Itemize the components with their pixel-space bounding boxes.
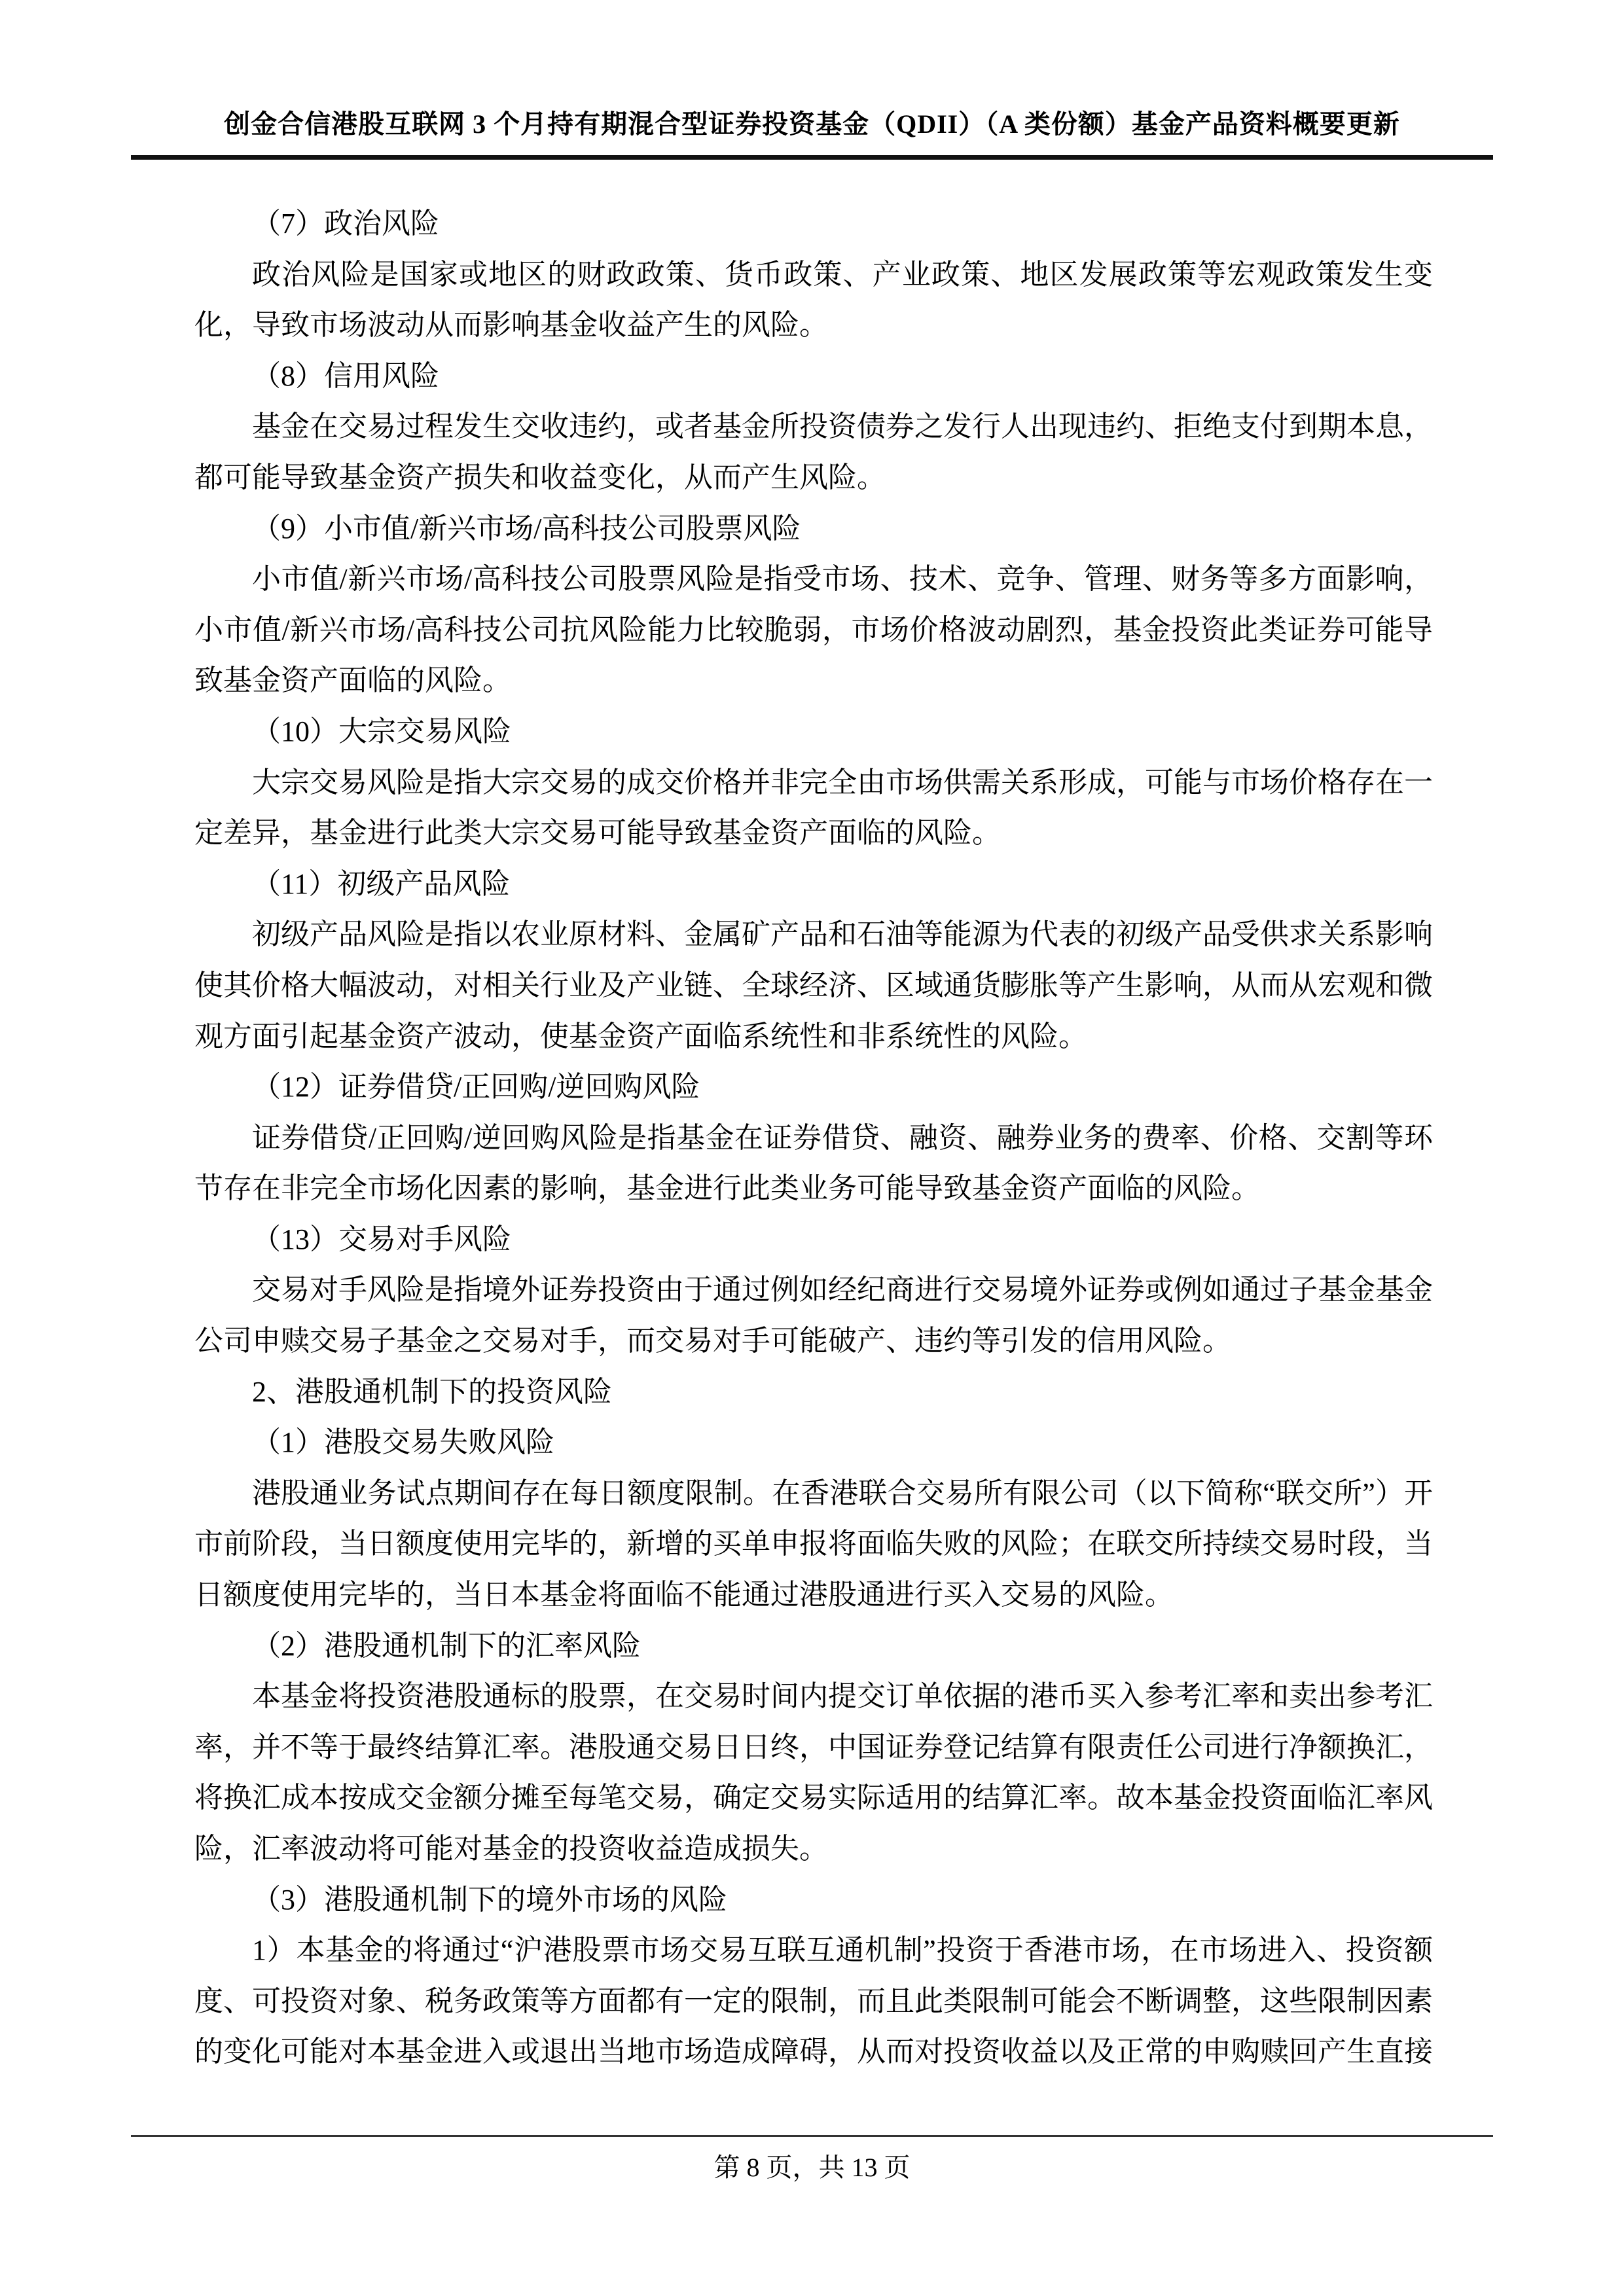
- risk-heading: （11）初级产品风险: [252, 867, 511, 900]
- risk-heading: （3）港股通机制下的境外市场的风险: [252, 1883, 727, 1916]
- risk-heading: （7）政治风险: [252, 207, 439, 240]
- risk-paragraph: 基金在交易过程发生交收违约，或者基金所投资债券之发行人出现违约、拒绝支付到期本息，都可能导致基金资产损失和收益变化，从而产生风险。: [194, 410, 1433, 493]
- risk-paragraph: 大宗交易风险是指大宗交易的成交价格并非完全由市场供需关系形成，可能与市场价格存在一定差异，基金进行此类大宗交易可能导致基金资产面临的风险。: [194, 766, 1433, 850]
- risk-paragraph: 1）本基金的将通过“沪港股票市场交易互联互通机制”投资于香港市场，在市场进入、投资额度、可投资对象、税务政策等方面都有一定的限制，而且此类限制可能会不断调整，这些限制因素的变化可能对本基金进入或退出当地市场造成障碍，从而对投资收益以及正常的申购赎回产生直接: [194, 1934, 1433, 2068]
- risk-heading: （8）信用风险: [252, 359, 439, 392]
- risk-paragraph: 小市值/新兴市场/高科技公司股票风险是指受市场、技术、竞争、管理、财务等多方面影响，小市值/新兴市场/高科技公司抗风险能力比较脆弱，市场价格波动剧烈，基金投资此类证券可能导致基金资产面临的风险。: [194, 563, 1433, 697]
- risk-paragraph: 交易对手风险是指境外证券投资由于通过例如经纪商进行交易境外证券或例如通过子基金基金公司申赎交易子基金之交易对手，而交易对手可能破产、违约等引发的信用风险。: [194, 1274, 1433, 1357]
- header-divider: [131, 155, 1493, 160]
- document-header-title: 创金合信港股互联网 3 个月持有期混合型证券投资基金（QDII）（A 类份额）基金产品资料概要更新: [224, 109, 1400, 139]
- risk-paragraph: 本基金将投资港股通标的股票，在交易时间内提交订单依据的港币买入参考汇率和卖出参考汇率，并不等于最终结算汇率。港股通交易日日终，中国证券登记结算有限责任公司进行净额换汇，将换汇成本按成交金额分摊至每笔交易，确定交易实际适用的结算汇率。故本基金投资面临汇率风险，汇率波动将可能对基金的投资收益造成损失。: [194, 1680, 1433, 1865]
- footer-divider: [131, 2135, 1493, 2137]
- risk-heading: （1）港股交易失败风险: [252, 1426, 554, 1459]
- document-body: [194, 198, 1433, 2077]
- risk-paragraph: 港股通业务试点期间存在每日额度限制。在香港联合交易所有限公司（以下简称“联交所”）开市前阶段，当日额度使用完毕的，新增的买单申报将面临失败的风险；在联交所持续交易时段，当日额度使用完毕的，当日本基金将面临不能通过港股通进行买入交易的风险。: [194, 1477, 1433, 1611]
- risk-heading: （10）大宗交易风险: [252, 715, 511, 747]
- risk-heading: （12）证券借贷/正回购/逆回购风险: [252, 1071, 700, 1103]
- risk-heading: （2）港股通机制下的汇率风险: [252, 1629, 641, 1662]
- risk-paragraph: 政治风险是国家或地区的财政政策、货币政策、产业政策、地区发展政策等宏观政策发生变化，导致市场波动从而影响基金收益产生的风险。: [194, 258, 1433, 342]
- page-number: 第 8 页，共 13 页: [713, 2153, 911, 2182]
- risk-paragraph: 证券借贷/正回购/逆回购风险是指基金在证券借贷、融资、融券业务的费率、价格、交割等环节存在非完全市场化因素的影响，基金进行此类业务可能导致基金资产面临的风险。: [194, 1121, 1433, 1205]
- risk-heading: （9）小市值/新兴市场/高科技公司股票风险: [252, 512, 801, 545]
- section-heading: 2、港股通机制下的投资风险: [252, 1375, 612, 1408]
- risk-paragraph: 初级产品风险是指以农业原材料、金属矿产品和石油等能源为代表的初级产品受供求关系影响使其价格大幅波动，对相关行业及产业链、全球经济、区域通货膨胀等产生影响，从而从宏观和微观方面引起基金资产波动，使基金资产面临系统性和非系统性的风险。: [194, 918, 1433, 1052]
- risk-heading: （13）交易对手风险: [252, 1223, 511, 1255]
